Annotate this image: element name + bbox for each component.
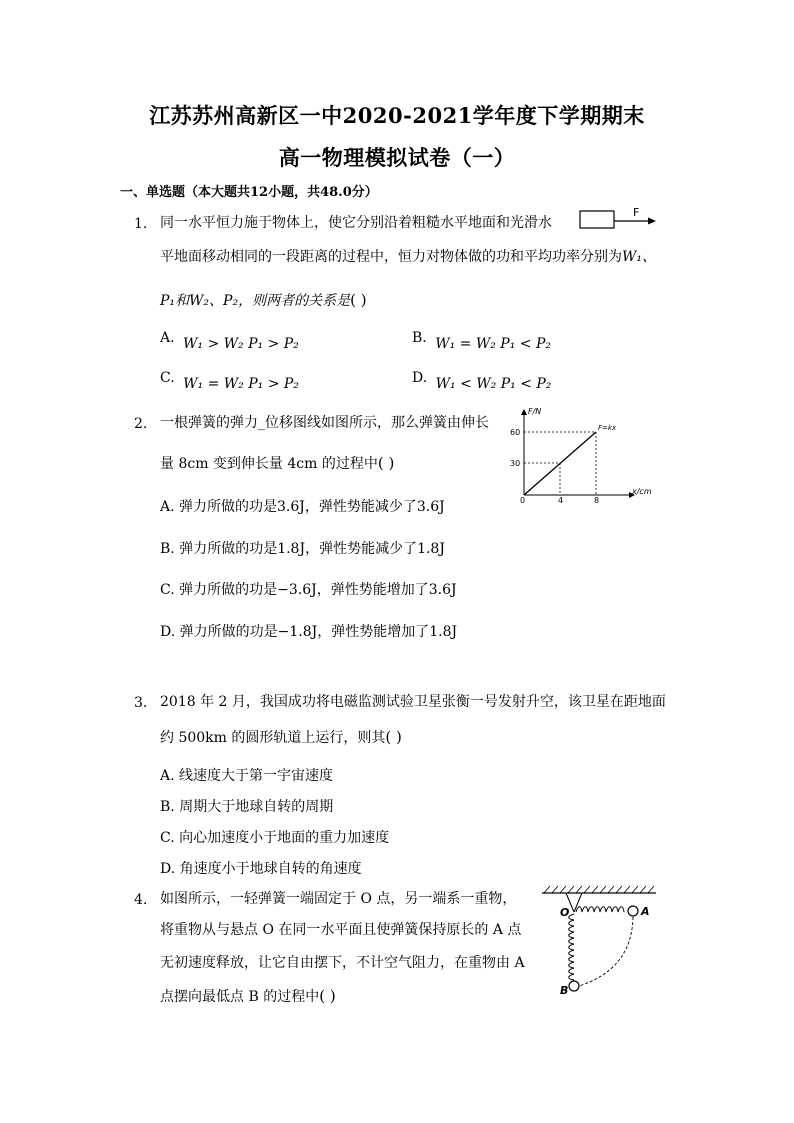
spring-pendulum-figure bbox=[536, 884, 660, 1000]
option-c: C. 向心加速度小于地面的重力加速度 bbox=[160, 830, 390, 846]
question-number: 4. bbox=[134, 892, 148, 908]
y-axis-label: F/N bbox=[528, 407, 542, 416]
option-d bbox=[412, 370, 552, 392]
section-heading: 一、单选题（本大题共12小题，共48.0分） bbox=[120, 185, 378, 200]
option-c: C. 弹力所做的功是−3.6J，弹性势能增加了3.6J bbox=[160, 582, 457, 598]
y-tick-label: 60 bbox=[510, 428, 521, 437]
option-b bbox=[412, 330, 551, 352]
question-number: 3. bbox=[134, 695, 148, 711]
option-d: D. 弹力所做的功是−1.8J，弹性势能增加了1.8J bbox=[160, 624, 458, 640]
answer-parentheses: ( ) bbox=[319, 987, 336, 1005]
point-b-label: B bbox=[560, 984, 569, 997]
x-tick-label: 8 bbox=[594, 496, 600, 504]
option-text: W₁ = W₂ P₁ < P₂ bbox=[435, 336, 551, 352]
answer-parentheses: ( ) bbox=[385, 728, 402, 746]
force-label: F bbox=[633, 206, 640, 219]
question-text-line: 无初速度释放，让它自由摆下，不计空气阻力，在重物由 A bbox=[160, 955, 525, 971]
answer-parentheses: ( ) bbox=[350, 291, 367, 309]
vertical-spring bbox=[569, 914, 574, 980]
line-equation-label: F=kx bbox=[598, 424, 617, 432]
support-line bbox=[574, 893, 582, 912]
option-c bbox=[160, 370, 299, 392]
option-a: A. 弹力所做的功是3.6J，弹性势能减少了3.6J bbox=[160, 499, 445, 515]
option-label: D. bbox=[412, 370, 428, 386]
trajectory-arc bbox=[579, 917, 633, 986]
question-text-line: 2018 年 2 月，我国成功将电磁监测试验卫星张衡一号发射升空，该卫星在距地面 bbox=[160, 694, 666, 710]
question-text-line: 如图所示，一轻弹簧一端固定于 O 点，另一端系一重物， bbox=[160, 891, 517, 907]
option-text: W₁ = W₂ P₁ > P₂ bbox=[183, 376, 299, 392]
question-text-line: 平地面移动相同的一段距离的过程中，恒力对物体做的功和平均功率分别为 bbox=[160, 249, 622, 265]
question-text-line: 将重物从与悬点 O 在同一水平面且使弹簧保持原长的 A 点 bbox=[160, 922, 522, 938]
force-arrow-head bbox=[648, 218, 656, 225]
block-shape bbox=[580, 211, 614, 228]
y-tick-label: 30 bbox=[510, 459, 521, 468]
option-a: A. 线速度大于第一宇宙速度 bbox=[160, 768, 334, 784]
question-text-line: 同一水平恒力施于物体上，使它分别沿着粗糙水平地面和光滑水 bbox=[160, 215, 552, 231]
point-o-label: O bbox=[560, 906, 570, 919]
option-b: B. 周期大于地球自转的周期 bbox=[160, 799, 334, 815]
point-a-label: A bbox=[641, 905, 650, 918]
option-b: B. 弹力所做的功是1.8J，弹性势能减少了1.8J bbox=[160, 541, 445, 557]
x-tick-label: 4 bbox=[558, 496, 564, 504]
option-label: C. bbox=[160, 370, 175, 386]
question-number: 1. bbox=[134, 216, 148, 232]
question-text-line: 量 8cm 变到伸长量 4cm 的过程中 bbox=[160, 456, 378, 472]
mass-at-a bbox=[628, 906, 638, 916]
math-expression: W₁、 bbox=[622, 249, 657, 265]
option-text: W₁ < W₂ P₁ < P₂ bbox=[435, 376, 552, 392]
question-number: 2. bbox=[134, 416, 148, 432]
question-text-line: 约 500km 的圆形轨道上运行，则其 bbox=[160, 730, 386, 746]
page-subtitle: 高一物理模拟试卷（一） bbox=[278, 145, 516, 170]
horizontal-spring bbox=[576, 907, 624, 912]
origin-label: 0 bbox=[520, 496, 526, 504]
force-displacement-graph bbox=[508, 404, 660, 504]
block-force-figure bbox=[576, 204, 660, 234]
option-text: W₁ > W₂ P₁ > P₂ bbox=[183, 336, 299, 352]
x-axis-label: x/cm bbox=[632, 487, 652, 496]
option-label: B. bbox=[412, 330, 427, 346]
option-d: D. 角速度小于地球自转的角速度 bbox=[160, 861, 362, 877]
question-text-line: 点摆向最低点 B 的过程中 bbox=[160, 989, 320, 1005]
math-expression: P₁和W₂、P₂，则两者的关系是 bbox=[160, 293, 351, 309]
question-text-line: 一根弹簧的弹力_位移图线如图所示，那么弹簧由伸长 bbox=[160, 415, 489, 431]
mass-at-b bbox=[569, 981, 579, 991]
option-label: A. bbox=[160, 330, 175, 346]
option-a bbox=[160, 330, 299, 352]
answer-parentheses: ( ) bbox=[377, 454, 395, 472]
ceiling-hatching bbox=[544, 886, 654, 893]
page-title: 江苏苏州高新区一中2020-2021学年度下学期期末 bbox=[149, 103, 645, 128]
